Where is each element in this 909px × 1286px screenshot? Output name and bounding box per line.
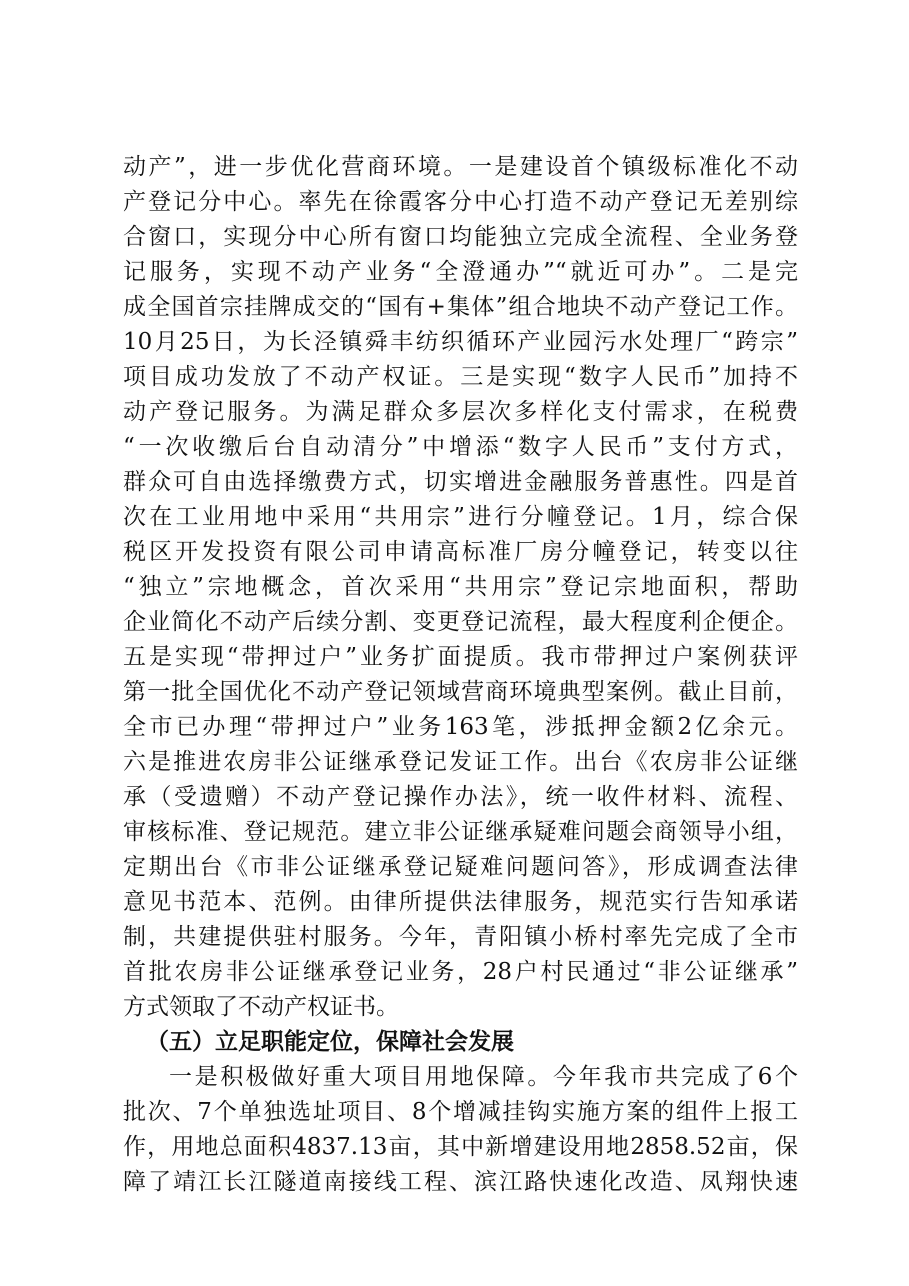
paragraph-line: 第一批全国优化不动产登记领域营商环境典型案例。截止目前，: [123, 679, 798, 705]
paragraph-line: 项目成功发放了不动产权证。三是实现“数字人民币”加持不: [123, 364, 798, 390]
paragraph-line: 障了靖江长江隧道南接线工程、滨江路快速化改造、凤翔快速: [123, 1169, 798, 1195]
paragraph-line: 税区开发投资有限公司申请高标准厂房分幢登记，转变以往: [123, 539, 798, 565]
paragraph-line: “一次收缴后台自动清分”中增添“数字人民币”支付方式，: [123, 434, 798, 460]
paragraph-line: 定期出台《市非公证继承登记疑难问题问答》，形成调查法律: [123, 854, 798, 880]
paragraph-line: 方式领取了不动产权证书。: [123, 994, 399, 1020]
paragraph-line: 审核标准、登记规范。建立非公证继承疑难问题会商领导小组，: [123, 819, 798, 845]
paragraph-line: 全市已办理“带押过户”业务163笔，涉抵押金额2亿余元。: [123, 714, 798, 740]
paragraph-line: 制，共建提供驻村服务。今年，青阳镇小桥村率先完成了全市: [123, 924, 798, 950]
paragraph-line: 首批农房非公证继承登记业务，28户村民通过“非公证继承”: [123, 959, 798, 985]
paragraph-line: 记服务，实现不动产业务“全澄通办”“就近可办”。二是完: [123, 259, 798, 285]
paragraph-line: “独立”宗地概念，首次采用“共用宗”登记宗地面积，帮助: [123, 574, 798, 600]
paragraph-line: 10月25日，为长泾镇舜丰纺织循环产业园污水处理厂“跨宗”: [123, 329, 798, 355]
paragraph-line: 六是推进农房非公证继承登记发证工作。出台《农房非公证继: [123, 749, 798, 775]
paragraph-line: 成全国首宗挂牌成交的“国有+集体”组合地块不动产登记工作。: [123, 294, 798, 320]
section-heading: （五）立足职能定位，保障社会发展: [146, 1029, 514, 1055]
paragraph-line: 次在工业用地中采用“共用宗”进行分幢登记。1月，综合保: [123, 504, 798, 530]
paragraph-line: 群众可自由选择缴费方式，切实增进金融服务普惠性。四是首: [123, 469, 798, 495]
paragraph-line: 动产登记服务。为满足群众多层次多样化支付需求，在税费: [123, 399, 798, 425]
paragraph-line: 一是积极做好重大项目用地保障。今年我市共完成了6个: [169, 1064, 798, 1090]
paragraph-line: 作，用地总面积4837.13亩，其中新增建设用地2858.52亩，保: [123, 1134, 798, 1160]
paragraph-line: 合窗口，实现分中心所有窗口均能独立完成全流程、全业务登: [123, 224, 798, 250]
paragraph-line: 产登记分中心。率先在徐霞客分中心打造不动产登记无差别综: [123, 189, 798, 215]
paragraph-line: 五是实现“带押过户”业务扩面提质。我市带押过户案例获评: [123, 644, 798, 670]
paragraph-line: 企业简化不动产后续分割、变更登记流程，最大程度利企便企。: [123, 609, 798, 635]
paragraph-line: 承（受遗赠）不动产登记操作办法》，统一收件材料、流程、: [123, 784, 798, 810]
document-body: [123, 150, 798, 1200]
paragraph-line: 意见书范本、范例。由律所提供法律服务，规范实行告知承诺: [123, 889, 798, 915]
paragraph-line: 批次、7个单独选址项目、8个增减挂钩实施方案的组件上报工: [123, 1099, 798, 1125]
paragraph-line: 动产”，进一步优化营商环境。一是建设首个镇级标准化不动: [123, 154, 798, 180]
